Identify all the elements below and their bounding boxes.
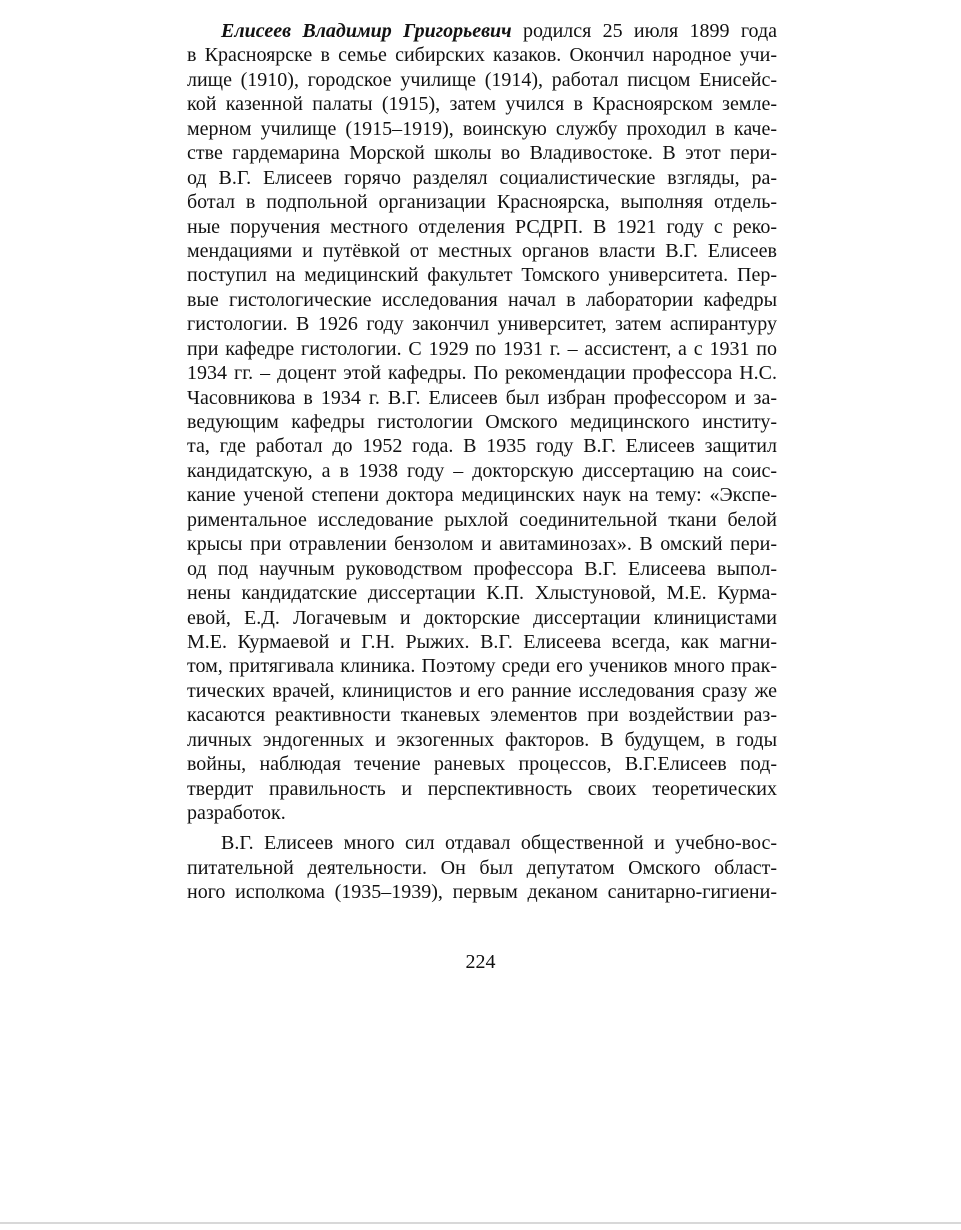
line-text: гистологии. В 1926 году закончил университет, затем аспирантуру [187,313,777,336]
line-text: лище (1910), городское училище (1914), работал писцом Енисейс- [187,68,777,91]
text-line [187,557,777,581]
line-text: питательной деятельности. Он был депутатом Омского област- [187,856,777,879]
line-text: личных эндогенных и экзогенных факторов. В будущем, в годы [187,728,777,751]
line-text: Часовникова в 1934 г. В.Г. Елисеев был избран профессором и за- [187,386,777,409]
text-line [187,728,777,752]
paragraph-1 [187,19,777,825]
text-line [187,410,777,434]
body-text [187,19,777,905]
text-line [187,679,777,703]
text-line [187,856,777,880]
line-text: стве гардемарина Морской школы во Владивостоке. В этот пери- [187,142,777,165]
text-line [187,263,777,287]
text-line [187,215,777,239]
line-text: вые гистологические исследования начал в лаборатории кафедры [187,288,777,311]
paragraph-2 [187,831,777,904]
text-line [187,752,777,776]
line-text: кандидатскую, а в 1938 году – докторскую диссертацию на соис- [187,459,777,482]
line-text: разработок. [187,802,286,824]
line-text: од под научным руководством профессора В.Г. Елисеева выпол- [187,557,777,580]
text-line [187,19,777,43]
line-text: ные поручения местного отделения РСДРП. В 1921 году с реко- [187,215,777,238]
text-line [187,483,777,507]
line-text: кой казенной палаты (1915), затем учился в Красноярском земле- [187,93,777,116]
line-text: 1934 гг. – доцент этой кафедры. По рекомендации профессора Н.С. [187,362,777,385]
text-line [187,141,777,165]
text-line [187,630,777,654]
text-line [187,532,777,556]
text-line [187,581,777,605]
text-line [187,288,777,312]
text-line [187,361,777,385]
text-line [187,777,777,801]
text-line [187,337,777,361]
line-text: в Красноярске в семье сибирских казаков. Окончил народное учи- [187,44,777,67]
line-text: кание ученой степени доктора медицинских наук на тему: «Экспе- [187,484,777,507]
text-line [187,43,777,67]
line-text: тических врачей, клиницистов и его ранние исследования сразу же [187,679,777,702]
line-text: ведующим кафедры гистологии Омского медицинского институ- [187,411,777,433]
line-text: нены кандидатские диссертации К.П. Хлыстуновой, М.Е. Курма- [187,582,777,605]
page-number: 224 [465,951,496,973]
text-line [187,312,777,336]
text-line [187,654,777,678]
person-name: Елисеев Владимир Григорьевич [221,20,512,42]
line-text: од В.Г. Елисеев горячо разделял социалистические взгляды, ра- [187,166,777,189]
line-text: том, притягивала клиника. Поэтому среди его учеников много прак- [187,655,777,678]
text-line [187,68,777,92]
line-text: касаются реактивности тканевых элементов при воздействии раз- [187,704,777,727]
line-text: поступил на медицинский факультет Томского университета. Пер- [187,264,777,287]
line-text: мендациями и путёвкой от местных органов власти В.Г. Елисеев [187,239,777,262]
text-line [187,434,777,458]
text-line [187,386,777,410]
line-text: твердит правильность и перспективность своих теоретических [187,777,777,800]
line-text: при кафедре гистологии. С 1929 по 1931 г. – ассистент, а с 1931 по [187,337,777,360]
line-text: родился 25 июля 1899 года [511,20,777,42]
line-text: ботал в подпольной организации Красноярска, выполняя отдель- [187,191,777,214]
text-line [187,801,777,825]
text-line [187,239,777,263]
line-text: В.Г. Елисеев много сил отдавал общественной и учебно-вос- [221,832,777,855]
scan-edge-rule [0,1222,961,1224]
text-line [187,117,777,141]
line-text: войны, наблюдая течение раневых процессов, В.Г.Елисеев под- [187,753,777,776]
text-line [187,459,777,483]
line-text: крысы при отравлении бензолом и авитаминозах». В омский пери- [187,533,777,556]
line-text: та, где работал до 1952 года. В 1935 году В.Г. Елисеев защитил [187,435,777,458]
line-text: ного исполкома (1935–1939), первым деканом санитарно-гигиени- [187,881,777,904]
line-text: евой, Е.Д. Логачевым и докторские диссертации клиницистами [187,606,777,629]
text-line [187,880,777,904]
text-line [187,190,777,214]
line-text: М.Е. Курмаевой и Г.Н. Рыжих. В.Г. Елисеева всегда, как магни- [187,630,777,653]
text-line [187,166,777,190]
line-text: риментальное исследование рыхлой соединительной ткани белой [187,508,777,531]
text-line [187,92,777,116]
text-line [187,508,777,532]
text-line [187,606,777,630]
text-line [187,831,777,855]
text-line [187,703,777,727]
line-text: мерном училище (1915–1919), воинскую службу проходил в каче- [187,117,777,140]
